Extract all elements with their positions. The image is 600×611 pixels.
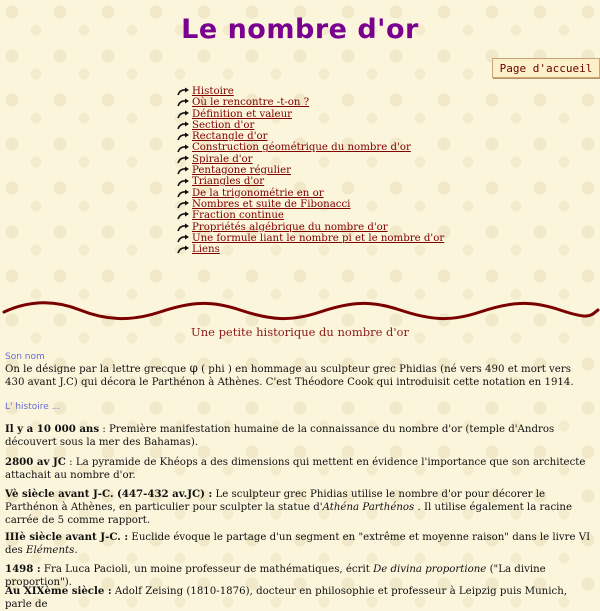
history-entry: 1498 : Fra Luca Pacioli, un moine professeur de mathématiques, écrit De divina proportione ("La divine proportion").	[5, 563, 546, 588]
toc-item[interactable]	[176, 86, 444, 97]
toc-item[interactable]	[176, 120, 444, 131]
toc-item[interactable]	[176, 199, 444, 210]
toc-link[interactable]: Histoire	[192, 86, 234, 97]
curved-arrow-icon	[176, 165, 192, 176]
curved-arrow-icon	[176, 199, 192, 210]
history-entry: Il y a 10 000 ans : Première manifestation humaine de la connaissance du nombre d'or (temple d'Andros découvert sous la mer des Bahamas).	[5, 423, 555, 448]
toc-link[interactable]: De la trigonométrie en or	[192, 187, 324, 199]
toc-item[interactable]	[176, 244, 444, 255]
histoire-label: L' histoire ...	[5, 402, 61, 412]
table-of-contents	[176, 86, 444, 255]
toc-item[interactable]	[176, 222, 444, 233]
toc-link[interactable]: Définition et valeur	[192, 108, 293, 120]
curved-arrow-icon	[176, 143, 192, 154]
curved-arrow-icon	[176, 154, 192, 165]
phi-symbol: φ	[189, 361, 198, 375]
toc-link[interactable]: Nombres et suite de Fibonacci	[192, 198, 351, 210]
toc-link[interactable]: Liens	[192, 244, 220, 256]
toc-link[interactable]: Fraction continue	[192, 210, 284, 222]
curved-arrow-icon	[176, 120, 192, 131]
curved-arrow-icon	[176, 210, 192, 221]
curved-arrow-icon	[176, 177, 192, 188]
curved-arrow-icon	[176, 86, 192, 97]
toc-link[interactable]: Rectangle d'or	[192, 131, 268, 143]
curved-arrow-icon	[176, 131, 192, 142]
toc-item[interactable]	[176, 131, 444, 142]
toc-item[interactable]	[176, 165, 444, 176]
history-entry: 2800 av JC : La pyramide de Khéops a des dimensions qui mettent en évidence l'importance que son architecte attachait au nombre d'or.	[5, 456, 586, 481]
toc-item[interactable]	[176, 233, 444, 244]
son-nom-paragraph: On le désigne par la lettre grecque φ ( phi ) en hommage au sculpteur grec Phidias (né vers 490 et mort vers 430 avant J.C) qui décora le Parthénon à Athènes. C'est Théodore Cook qui introduisit cette notation en 1914.	[5, 361, 574, 388]
toc-link[interactable]: Spirale d'or	[192, 153, 253, 165]
toc-link[interactable]: Section d'or	[192, 119, 255, 131]
toc-item[interactable]	[176, 188, 444, 199]
section-subtitle: Une petite historique du nombre d'or	[191, 325, 409, 339]
toc-item[interactable]	[176, 210, 444, 221]
son-nom-label: Son nom	[5, 352, 45, 362]
curved-arrow-icon	[176, 222, 192, 233]
page-title: Le nombre d'or	[181, 14, 419, 45]
toc-link[interactable]: Construction géométrique du nombre d'or	[192, 142, 411, 154]
history-entry: IIIè siècle avant J-C. : Euclide évoque le partage d'un segment en "extrême et moyenne raison" dans le livre VI des Eléments.	[5, 531, 591, 556]
toc-item[interactable]	[176, 109, 444, 120]
toc-link[interactable]: Pentagone régulier	[192, 165, 292, 177]
curved-arrow-icon	[176, 188, 192, 199]
toc-item[interactable]	[176, 154, 444, 165]
toc-link[interactable]: Une formule liant le nombre pi et le nombre d'or	[192, 232, 445, 244]
toc-link[interactable]: Triangles d'or	[192, 176, 265, 188]
wavy-divider	[0, 298, 600, 322]
history-entry: Vè siècle avant J-C. (447-432 av.JC) : Le sculpteur grec Phidias utilise le nombre d'or pour décorer le Parthénon à Athènes, en particulier pour sculpter la statue d'Athéna Parthénos . Il utilise également la racine carrée de 5 comme rapport.	[5, 488, 573, 526]
toc-link[interactable]: Où le rencontre -t-on ?	[192, 97, 310, 109]
curved-arrow-icon	[176, 233, 192, 244]
toc-link[interactable]: Propriétés algébrique du nombre d'or	[192, 221, 388, 233]
curved-arrow-icon	[176, 109, 192, 120]
curved-arrow-icon	[176, 244, 192, 255]
toc-item[interactable]	[176, 142, 444, 153]
toc-item[interactable]	[176, 97, 444, 108]
curved-arrow-icon	[176, 97, 192, 108]
home-page-button[interactable]: Page d'accueil	[492, 58, 600, 78]
toc-item[interactable]	[176, 176, 444, 187]
history-entry: Au XIXème siècle : Adolf Zeising (1810-1876), docteur en philosophie et professeur à Leipzig puis Munich, parle de	[5, 585, 568, 610]
